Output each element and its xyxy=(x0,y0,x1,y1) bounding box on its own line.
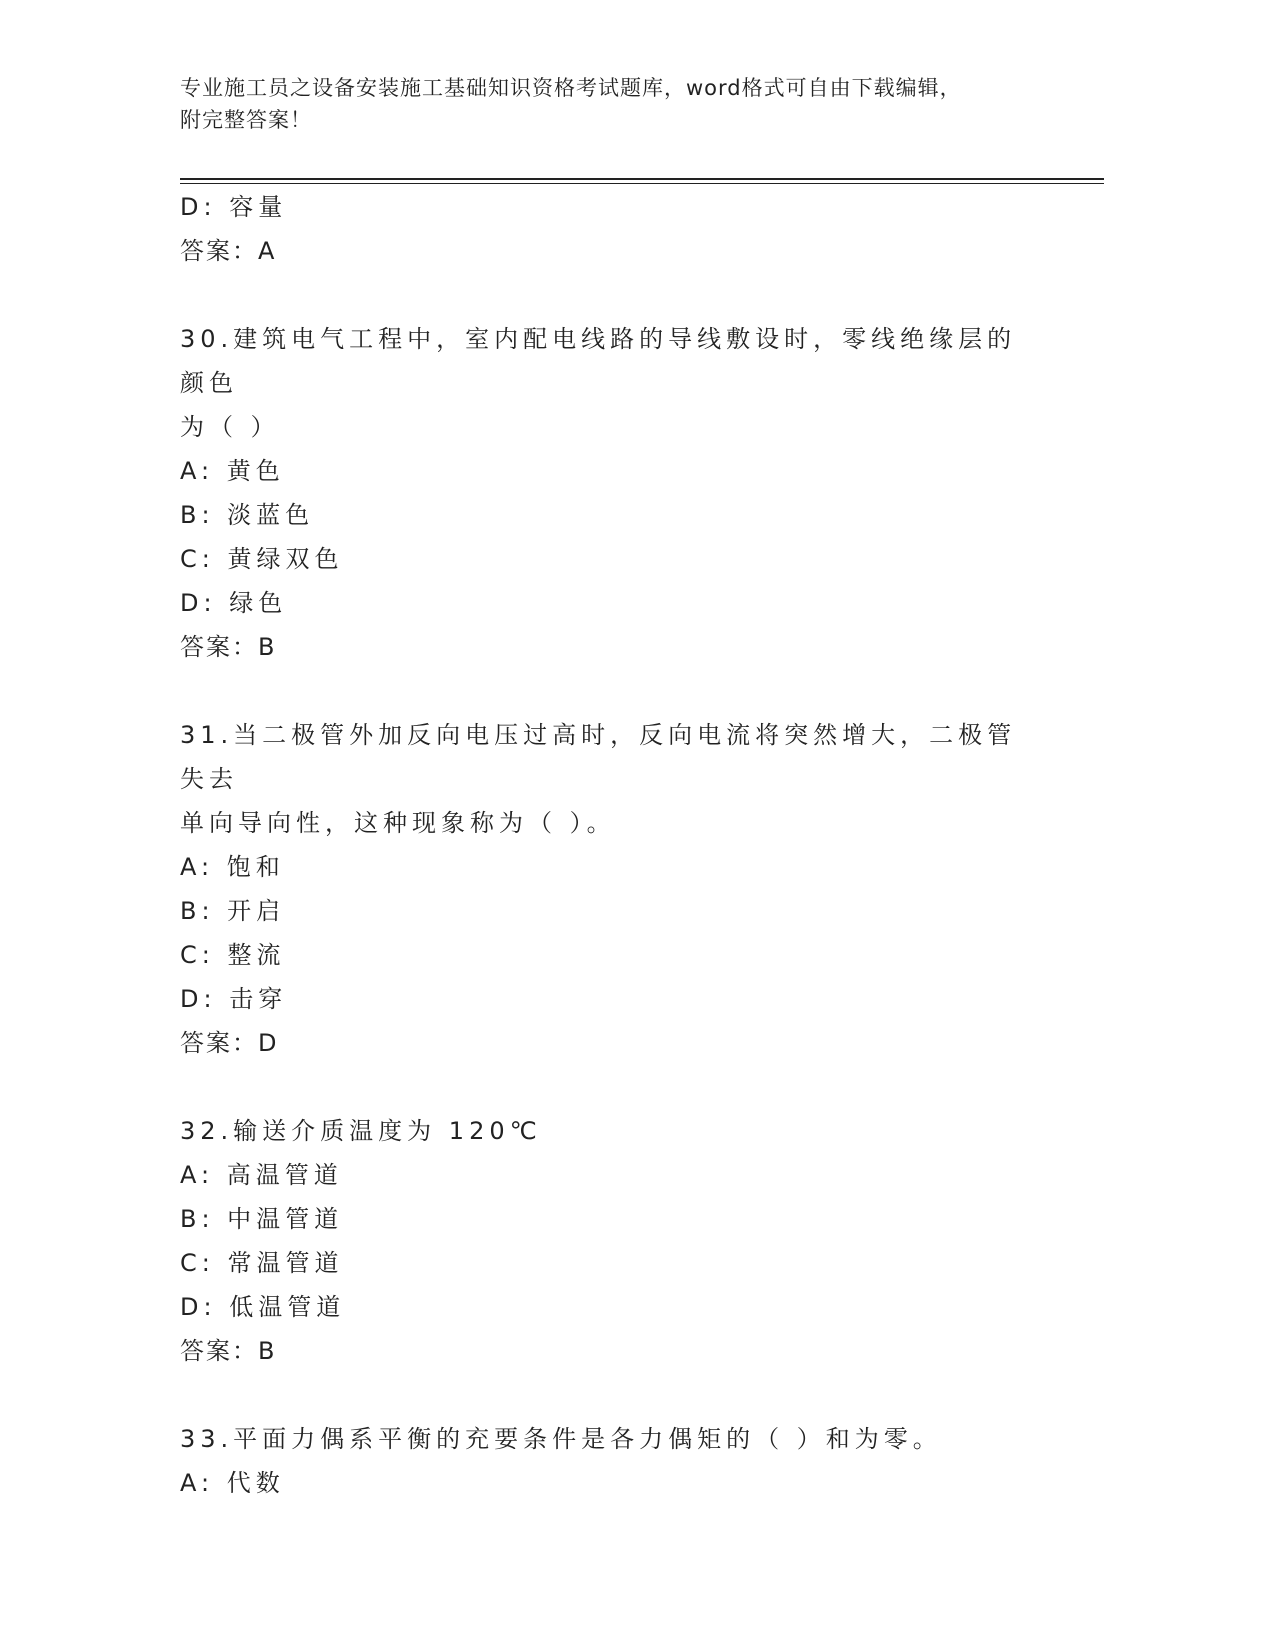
spacer xyxy=(180,669,1040,713)
spacer xyxy=(180,1373,1040,1417)
header-rule-thick xyxy=(180,178,1104,180)
page-header xyxy=(180,72,1060,136)
option-c: C: 黄绿双色 xyxy=(180,545,344,573)
option-a: A: 饱和 xyxy=(180,853,285,881)
spacer xyxy=(180,1065,1040,1109)
question-stem xyxy=(180,1417,1040,1461)
question-stem-line: 单向导向性，这种现象称为（ ）。 xyxy=(180,809,616,837)
question-stem xyxy=(180,713,1040,845)
option-c: C: 整流 xyxy=(180,941,286,969)
question-stem xyxy=(180,1109,1040,1153)
spacer xyxy=(180,273,1040,317)
option-d: D: 绿色 xyxy=(180,589,288,617)
question-stem-line: 31.当二极管外加反向电压过高时，反向电流将突然增大，二极管失去 xyxy=(180,721,1017,793)
header-line-2: 附完整答案！ xyxy=(180,108,312,132)
answer-line: 答案：B xyxy=(180,633,277,661)
option-a: A: 高温管道 xyxy=(180,1161,343,1189)
header-rule-thin xyxy=(180,183,1104,184)
answer-line: 答案：A xyxy=(180,237,277,265)
answer-line: 答案：B xyxy=(180,1337,277,1365)
question-stem xyxy=(180,317,1040,449)
question-stem-line: 为（ ） xyxy=(180,413,280,441)
option-d: D: 容量 xyxy=(180,193,288,221)
option-b: B: 淡蓝色 xyxy=(180,501,315,529)
option-a: A: 黄色 xyxy=(180,457,285,485)
question-stem-line: 32.输送介质温度为 120℃ xyxy=(180,1117,542,1145)
option-b: B: 开启 xyxy=(180,897,286,925)
answer-line: 答案：D xyxy=(180,1029,279,1057)
header-line-1: 专业施工员之设备安装施工基础知识资格考试题库，word格式可自由下载编辑， xyxy=(180,76,962,100)
option-d: D: 低温管道 xyxy=(180,1293,346,1321)
question-stem-line: 30.建筑电气工程中，室内配电线路的导线敷设时，零线绝缘层的颜色 xyxy=(180,325,1017,397)
question-list xyxy=(180,185,1040,1505)
question-stem-line: 33.平面力偶系平衡的充要条件是各力偶矩的（ ）和为零。 xyxy=(180,1425,942,1453)
option-b: B: 中温管道 xyxy=(180,1205,344,1233)
option-c: C: 常温管道 xyxy=(180,1249,344,1277)
option-d: D: 击穿 xyxy=(180,985,288,1013)
option-a: A: 代数 xyxy=(180,1469,285,1497)
